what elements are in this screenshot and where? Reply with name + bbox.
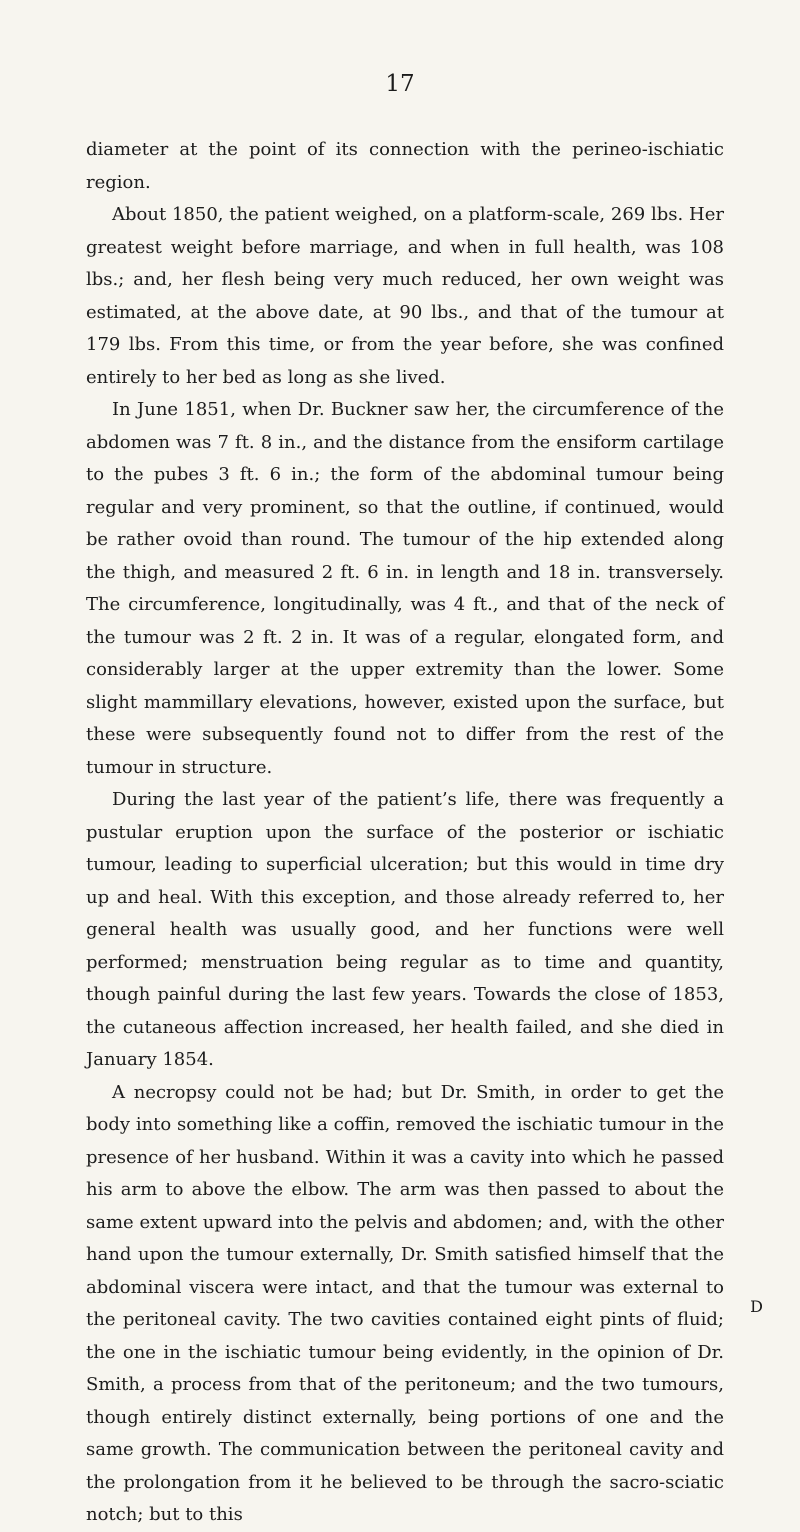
signature-mark: D [750, 1297, 764, 1316]
paragraph: A necropsy could not be had; but Dr. Smith, in order to get the body into something like a coffin, removed the ischiatic tumour in the presence of her husband. Within it was a cavity into which he passed his arm to above the elbow. The arm was then passed to about the same extent upward into the pelvis and abdomen; and, with the other hand upon the tumour externally, Dr. Smith satisfied himself that the abdominal viscera were intact, and that the tumour was external to the peritoneal cavity. The two cavities contained eight pints of fluid; the one in the ischiatic tumour being evidently, in the opinion of Dr. Smith, a process from that of the peritoneum; and the two tumours, though entirely distinct externally, being portions of one and the same growth. The communication between the peritoneal cavity and the prolongation from it he believed to be through the sacro-sciatic notch; but to this [86, 1081, 724, 1525]
paragraph: In June 1851, when Dr. Buckner saw her, the circumference of the abdomen was 7 ft. 8 in., and the distance from the ensiform cartilage to the pubes 3 ft. 6 in.; the form of the abdominal tumour being regular and very prominent, so that the outline, if continued, would be rather ovoid than round. The tumour of the hip extended along the thigh, and measured 2 ft. 6 in. in length and 18 in. transversely. The circumference, longitudinally, was 4 ft., and that of the neck of the tumour was 2 ft. 2 in. It was of a regular, elongated form, and considerably larger at the upper extremity than the lower. Some slight mammillary elevations, however, existed upon the surface, but these were subsequently found not to differ from the rest of the tumour in structure. [86, 399, 724, 778]
body-text [86, 134, 724, 1532]
page-number: 17 [385, 71, 415, 97]
paragraph: About 1850, the patient weighed, on a platform-scale, 269 lbs. Her greatest weight before marriage, and when in full health, was 108 lbs.; and, her flesh being very much reduced, her own weight was estimated, at the above date, at 90 lbs., and that of the tumour at 179 lbs. From this time, or from the year before, she was confined entirely to her bed as long as she lived. [86, 204, 724, 388]
paragraph: During the last year of the patient’s life, there was frequently a pustular eruption upon the surface of the posterior or ischiatic tumour, leading to superficial ulceration; but this would in time dry up and heal. With this exception, and those already referred to, her general health was usually good, and her functions were well performed; menstruation being regular as to time and quantity, though painful during the last few years. Towards the close of 1853, the cutaneous affection increased, her health failed, and she died in January 1854. [86, 789, 724, 1070]
paragraph: diameter at the point of its connection with the perineo-ischiatic region. [86, 139, 724, 193]
